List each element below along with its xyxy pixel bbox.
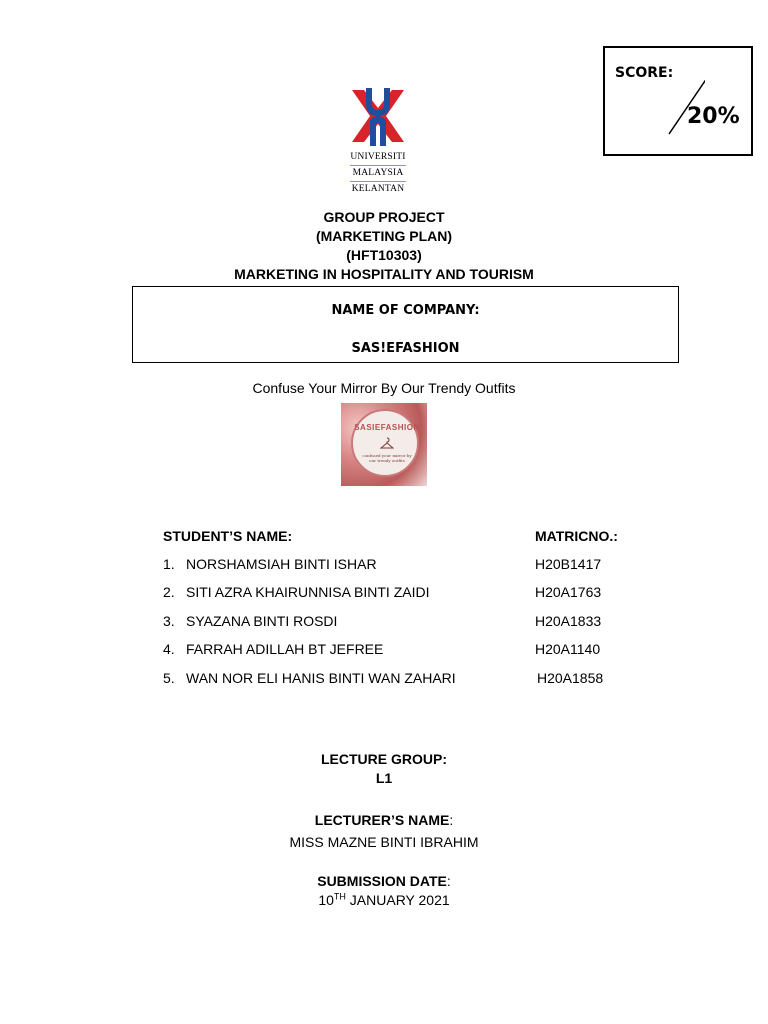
student-number: 5. xyxy=(163,670,175,686)
lecturer-name: MISS MAZNE BINTI IBRAHIM xyxy=(289,834,479,850)
lecture-group-value: L1 xyxy=(375,770,393,786)
student-number: 2. xyxy=(163,584,175,600)
company-box xyxy=(132,286,679,363)
company-label: NAME OF COMPANY: xyxy=(331,303,480,318)
logo-text-kelantan: KELANTAN xyxy=(351,184,405,194)
submission-day: 10 xyxy=(318,892,334,908)
student-matric: H20A1833 xyxy=(535,613,602,629)
student-name: SITI AZRA KHAIRUNNISA BINTI ZAIDI xyxy=(186,584,430,600)
umk-emblem-icon xyxy=(346,86,410,148)
lecturer-colon: : xyxy=(449,812,454,828)
header-marketing-plan: (MARKETING PLAN) xyxy=(315,228,453,244)
company-name: SAS!EFASHION xyxy=(351,341,460,356)
submission-date xyxy=(0,891,768,910)
company-tagline: Confuse Your Mirror By Our Trendy Outfits xyxy=(252,380,516,396)
student-name: SYAZANA BINTI ROSDI xyxy=(186,613,338,629)
header-group-project: GROUP PROJECT xyxy=(323,209,445,225)
student-matric: H20A1763 xyxy=(535,584,602,600)
logo-text-malaysia: MALAYSIA xyxy=(352,168,404,178)
logo-divider xyxy=(350,165,406,166)
student-number: 4. xyxy=(163,641,175,657)
student-name: FARRAH ADILLAH BT JEFREE xyxy=(186,641,384,657)
student-name: NORSHAMSIAH BINTI ISHAR xyxy=(186,556,377,572)
submission-day-suffix: TH xyxy=(333,891,346,902)
lecturer-label-row xyxy=(0,811,768,830)
brand-logo-name: SASIEFASHION xyxy=(354,423,420,432)
submission-label: SUBMISSION DATE xyxy=(317,873,447,889)
lecture-group-label: LECTURE GROUP: xyxy=(321,751,447,767)
university-logo xyxy=(346,86,410,198)
lecturer-label: LECTURER’S NAME xyxy=(314,812,450,828)
header-course-code: (HFT10303) xyxy=(346,247,422,263)
students-name-header: STUDENT’S NAME: xyxy=(163,528,293,544)
student-number: 1. xyxy=(163,556,175,572)
score-value: 20% xyxy=(687,104,740,129)
submission-label-row xyxy=(0,872,768,891)
submission-colon: : xyxy=(446,873,451,889)
header-course-name: MARKETING IN HOSPITALITY AND TOURISM xyxy=(234,266,534,282)
brand-logo-ring xyxy=(351,409,419,477)
score-box xyxy=(603,46,753,156)
student-matric: H20B1417 xyxy=(535,556,602,572)
brand-logo-subtitle: confused your mirror by our trendy outfits xyxy=(362,453,412,463)
student-name: WAN NOR ELI HANIS BINTI WAN ZAHARI xyxy=(186,670,456,686)
logo-text-universiti: UNIVERSITI xyxy=(350,152,406,162)
logo-divider xyxy=(350,181,406,182)
hanger-icon xyxy=(379,435,395,451)
submission-month-year: JANUARY 2021 xyxy=(345,892,450,908)
student-matric: H20A1140 xyxy=(535,641,601,657)
brand-logo-image xyxy=(341,403,427,486)
score-label: SCORE: xyxy=(615,65,674,81)
students-matric-header: MATRICNO.: xyxy=(535,528,618,544)
student-matric: H20A1858 xyxy=(537,670,604,686)
student-number: 3. xyxy=(163,613,175,629)
